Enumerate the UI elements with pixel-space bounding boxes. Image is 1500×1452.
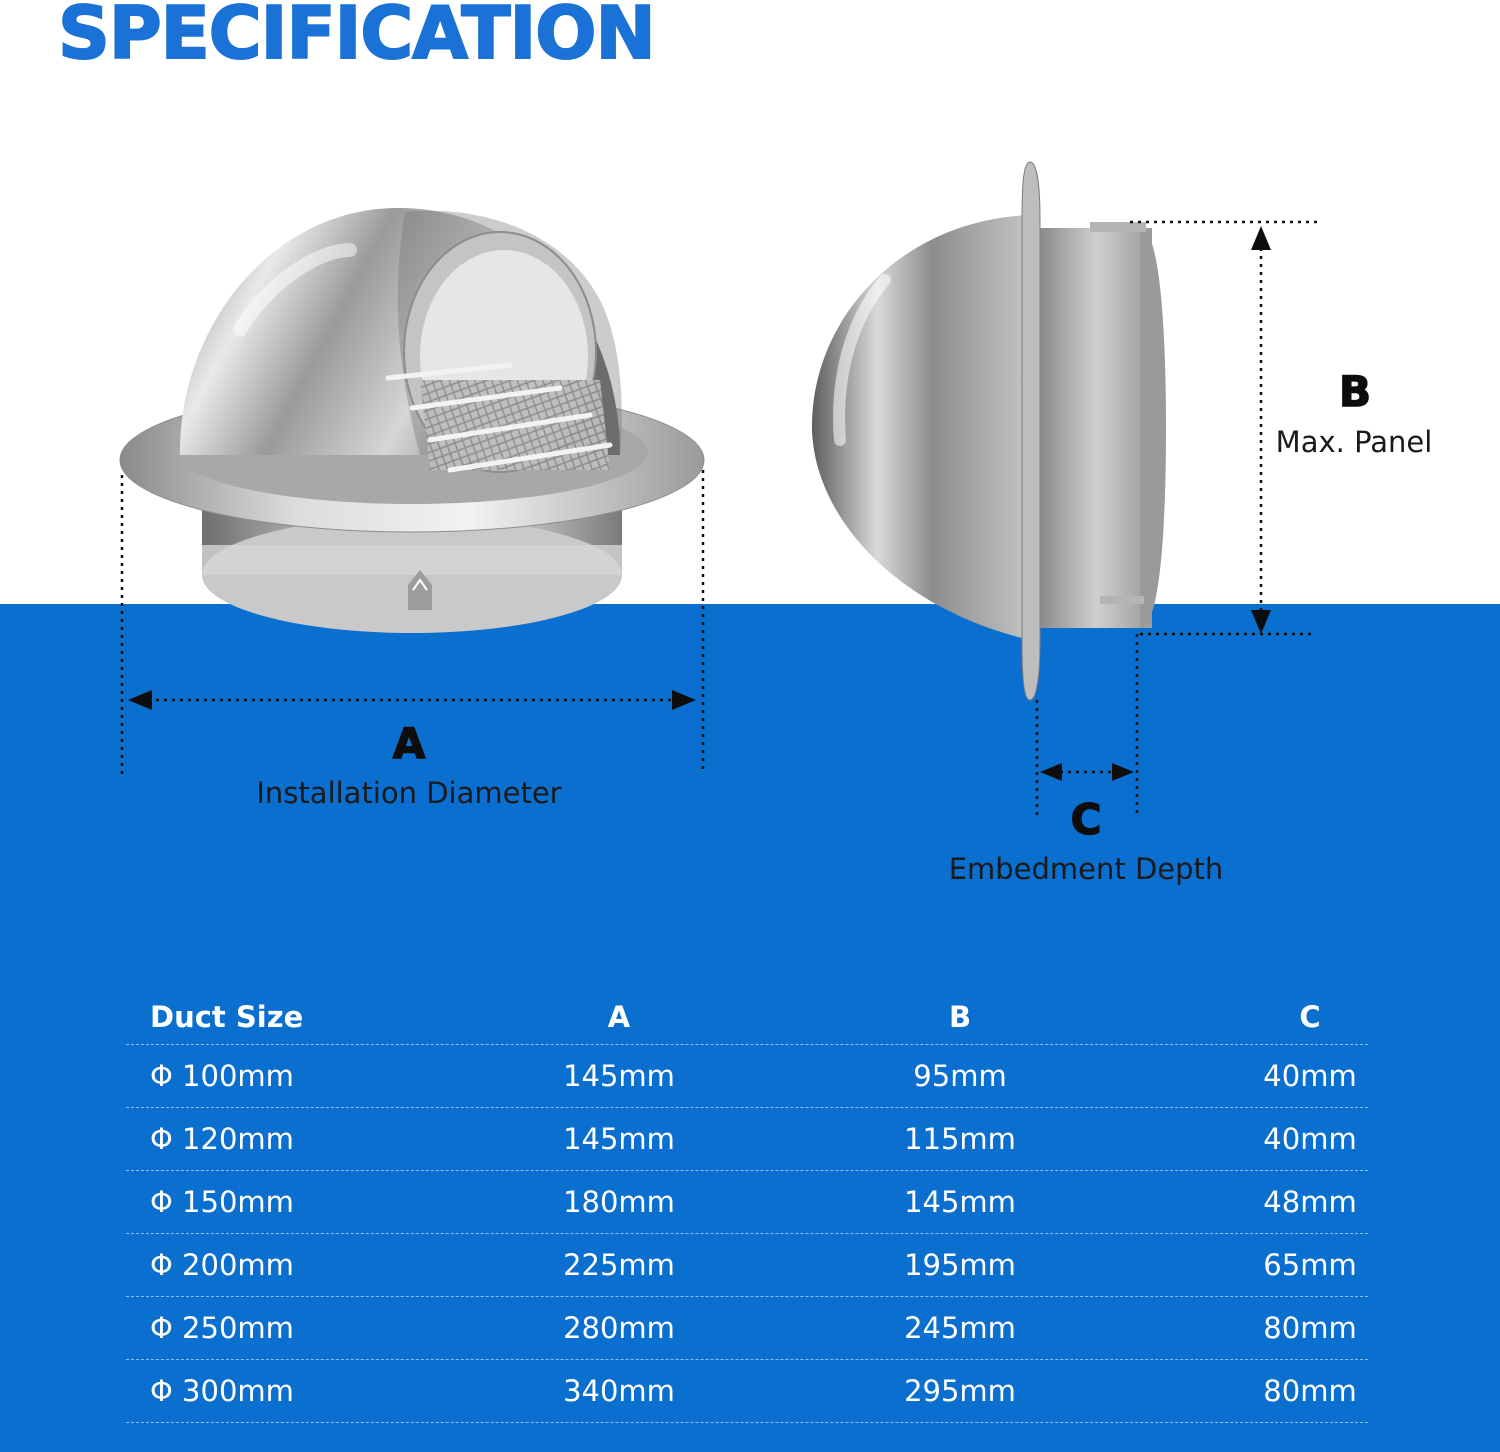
dimension-c-letter: C bbox=[1070, 795, 1102, 844]
dimension-b-letter: B bbox=[1338, 367, 1372, 416]
dimension-c-label: Embedment Depth bbox=[948, 852, 1224, 886]
spec-table bbox=[126, 990, 1368, 1423]
table-row: Φ 120mm 145mm 115mm 40mm bbox=[126, 1108, 1368, 1171]
table-row: Φ 150mm 180mm 145mm 48mm bbox=[126, 1171, 1368, 1234]
vent-front-view bbox=[120, 208, 704, 633]
dimension-a-letter: A bbox=[392, 719, 426, 768]
duct-size-cell: Φ 200mm bbox=[150, 1248, 294, 1282]
dimension-c-arrow bbox=[1037, 634, 1137, 818]
page-title: SPECIFICATION bbox=[58, 0, 655, 75]
duct-size-cell: Φ 120mm bbox=[150, 1122, 294, 1156]
header-duct-size: Duct Size bbox=[150, 1000, 304, 1034]
duct-size-cell: Φ 250mm bbox=[150, 1311, 294, 1345]
table-row: Φ 100mm 145mm 95mm 40mm bbox=[126, 1045, 1368, 1108]
table-header-row: Duct Size A B C bbox=[126, 990, 1368, 1045]
vent-side-view bbox=[812, 162, 1166, 700]
dimension-a-label: Installation Diameter bbox=[256, 776, 562, 810]
duct-size-cell: Φ 300mm bbox=[150, 1374, 294, 1408]
table-row: Φ 200mm 225mm 195mm 65mm bbox=[126, 1234, 1368, 1297]
table-row: Φ 250mm 280mm 245mm 80mm bbox=[126, 1297, 1368, 1360]
dimension-b-label: Max. Panel bbox=[1275, 425, 1433, 459]
table-row: Φ 300mm 340mm 295mm 80mm bbox=[126, 1360, 1368, 1423]
duct-size-cell: Φ 100mm bbox=[150, 1059, 294, 1093]
duct-size-cell: Φ 150mm bbox=[150, 1185, 294, 1219]
